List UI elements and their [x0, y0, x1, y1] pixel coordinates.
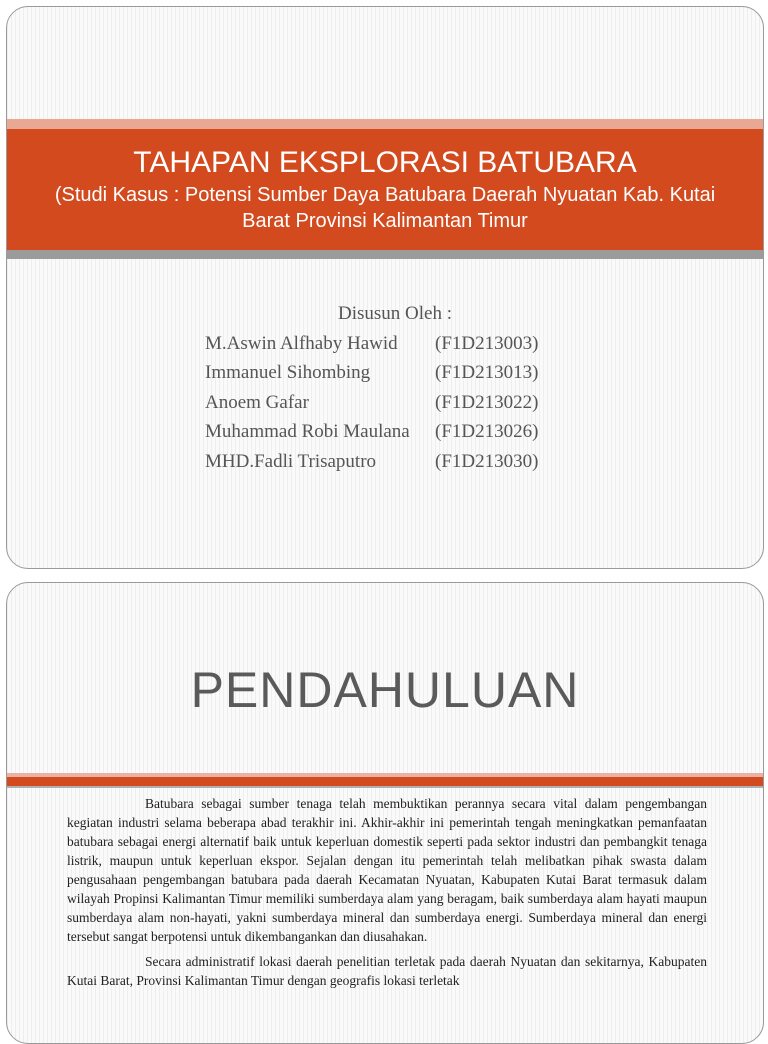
section-title: PENDAHULUAN [190, 662, 580, 718]
divider-accent [7, 777, 763, 786]
author-row [7, 358, 763, 388]
paragraph: Batubara sebagai sumber tenaga telah membuktikan perannya secara vital dalam pengembangan kegiatan industri selama beberapa abad terakhir ini. Akhir-akhir ini pemerintah tengah meningkatkan pemanfaatan batubara sebagai energi alternatif baik untuk keperluan domestik seperti pada sektor industri dan pembangkit tenaga listrik, maupun untuk keperluan ekspor. Sejalan dengan itu pemerintah telah melibatkan pihak swasta dalam pengusahaan pengembangan batubara pada daerah Kecamatan Nyuatan, Kabupaten Kutai Barat termasuk dalam wilayah Propinsi Kalimantan Timur memiliki sumberdaya alam yang beragam, baik sumberdaya alam hayati maupun sumberdaya alam non-hayati, yakni sumberdaya mineral dan sumberdaya energi. Sumberdaya mineral dan energi tersebut sangat berpotensi untuk dikembangankan dan diusahakan. [67, 796, 707, 944]
author-row [7, 417, 763, 447]
title-slide [6, 6, 764, 569]
author-row [7, 329, 763, 359]
slide-title: TAHAPAN EKSPLORASI BATUBARA [133, 146, 637, 179]
paragraph: Secara administratif lokasi daerah penelitian terletak pada daerah Nyuatan dan sekitarnya, Kabupaten Kutai Barat, Provinsi Kalimantan Timur dengan geografis lokasi terletak [67, 954, 707, 988]
author-name: Muhammad Robi Maulana [205, 421, 410, 442]
band-bottom-strip [7, 250, 763, 259]
title-band [7, 119, 763, 250]
divider-gray [7, 786, 763, 788]
author-name: M.Aswin Alfhaby Hawid [205, 332, 398, 354]
author-name: Immanuel Sihombing [205, 362, 371, 383]
slide-subtitle: (Studi Kasus : Potensi Sumber Daya Batubara Daerah Nyuatan Kab. Kutai Barat Provinsi Kalimantan Timur [54, 184, 716, 232]
author-id: (F1D213022) [435, 391, 539, 413]
author-id: (F1D213003) [435, 332, 539, 354]
author-row [7, 447, 763, 477]
author-id: (F1D213013) [435, 362, 539, 383]
author-list [7, 299, 763, 476]
introduction-slide [6, 582, 764, 1044]
author-id: (F1D213030) [435, 450, 539, 472]
author-row [7, 388, 763, 418]
body-text [67, 794, 707, 996]
author-id: (F1D213026) [435, 421, 539, 442]
band-top-strip [7, 119, 763, 129]
by-line: Disusun Oleh : [338, 303, 452, 324]
author-name: Anoem Gafar [205, 391, 309, 413]
author-name: MHD.Fadli Trisaputro [205, 450, 377, 472]
